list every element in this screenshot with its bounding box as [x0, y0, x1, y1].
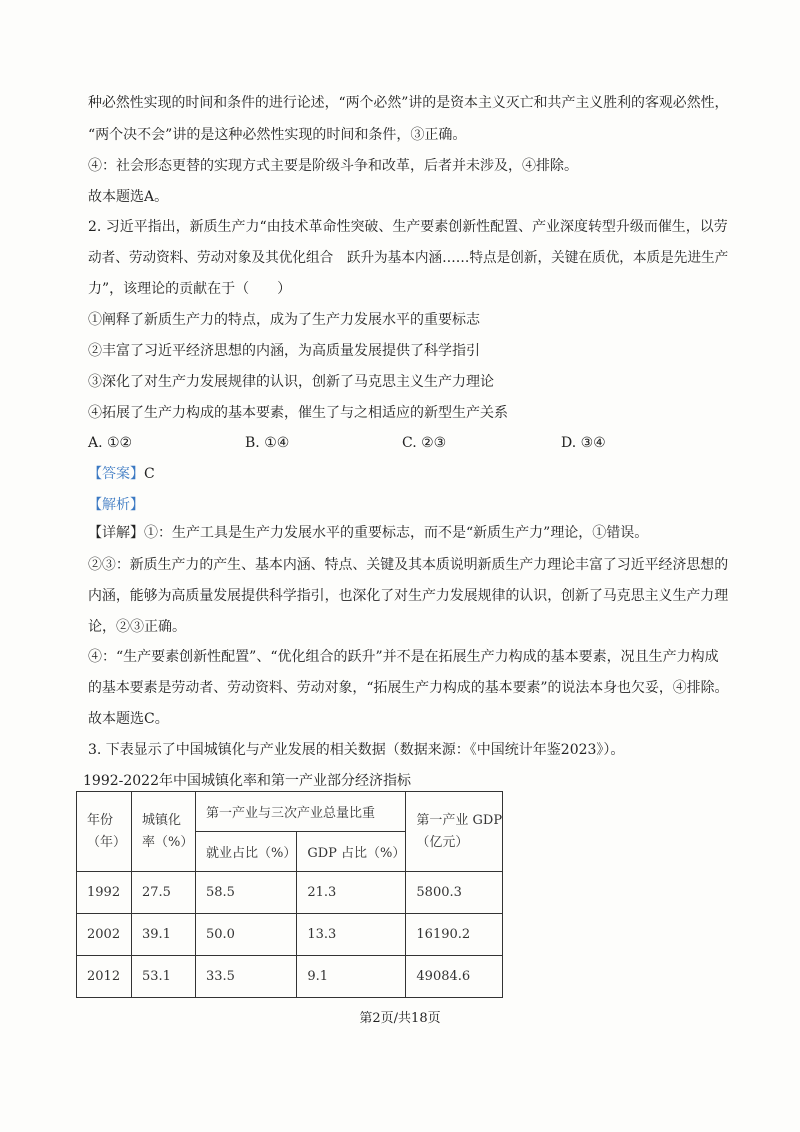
detail-line: ②③：新质生产力的产生、基本内涵、特点、关键及其本质说明新质生产力理论丰富了习近平经济思想的	[88, 557, 729, 573]
statement-1: ①阐释了新质生产力的特点，成为了生产力发展水平的重要标志	[88, 312, 480, 328]
data-table	[76, 791, 503, 998]
option-d: D. ③④	[561, 435, 606, 451]
table-row	[77, 956, 503, 998]
cell: 21.3	[297, 872, 406, 914]
cell: 33.5	[196, 956, 297, 998]
text-line: “两个决不会”讲的是这种必然性实现的时间和条件，③正确。	[88, 127, 467, 143]
cell: 39.1	[132, 914, 196, 956]
cell: 2012	[77, 956, 132, 998]
table-row	[77, 914, 503, 956]
option-c: C. ②③	[402, 435, 447, 451]
page-number: 第2页/共18页	[359, 1011, 441, 1026]
statement-3: ③深化了对生产力发展规律的认识，创新了马克思主义生产力理论	[88, 374, 494, 390]
cell: 50.0	[196, 914, 297, 956]
detail-line: 的基本要素是劳动者、劳动资料、劳动对象，“拓展生产力构成的基本要素”的说法本身也欠妥，④排除。	[88, 680, 729, 696]
cell: 9.1	[297, 956, 406, 998]
answer-value: C	[144, 466, 155, 482]
table-caption: 1992-2022年中国城镇化率和第一产业部分经济指标	[83, 773, 411, 789]
answer-tag: 【答案】	[88, 466, 144, 482]
option-b: B. ①④	[245, 435, 290, 451]
cell: 16190.2	[406, 914, 503, 956]
question-2-line: 动者、劳动资料、劳动对象及其优化组合 跃升为基本内涵……特点是创新，关键在质优，本质是先进生产	[88, 250, 729, 266]
question-2-line: 力”，该理论的贡献在于（ ）	[88, 281, 292, 297]
detail-line: 故本题选C。	[88, 711, 169, 727]
cell: 49084.6	[406, 956, 503, 998]
text-line: ④：社会形态更替的实现方式主要是阶级斗争和改革，后者并未涉及，④排除。	[88, 158, 578, 174]
cell: 27.5	[132, 872, 196, 914]
table-header-row	[77, 792, 503, 832]
header-employment-share: 就业占比（%）	[196, 832, 297, 872]
cell: 53.1	[132, 956, 196, 998]
statement-2: ②丰富了习近平经济思想的内涵，为高质量发展提供了科学指引	[88, 343, 480, 359]
text-line: 故本题选A。	[88, 189, 169, 205]
analysis-tag: 【解析】	[88, 497, 144, 513]
header-gdp: 第一产业 GDP （亿元）	[406, 792, 503, 872]
statement-4: ④拓展了生产力构成的基本要素，催生了与之相适应的新型生产关系	[88, 405, 508, 421]
cell: 13.3	[297, 914, 406, 956]
header-group: 第一产业与三次产业总量比重	[196, 792, 406, 832]
text-line: 种必然性实现的时间和条件的进行论述，“两个必然”讲的是资本主义灭亡和共产主义胜利的客观必然性，	[88, 95, 729, 111]
question-3-line: 3. 下表显示了中国城镇化与产业发展的相关数据（数据来源：《中国统计年鉴2023》）。	[88, 742, 625, 758]
header-urbanization: 城镇化 率（%）	[132, 792, 196, 872]
cell: 5800.3	[406, 872, 503, 914]
table-row	[77, 872, 503, 914]
detail-line: 【详解】①：生产工具是生产力发展水平的重要标志，而不是“新质生产力”理论，①错误。	[88, 525, 649, 541]
cell: 2002	[77, 914, 132, 956]
detail-line: 论，②③正确。	[88, 619, 186, 635]
detail-line: 内涵，能够为高质量发展提供科学指引，也深化了对生产力发展规律的认识，创新了马克思主义生产力理	[88, 588, 729, 604]
header-gdp-share: GDP 占比（%）	[297, 832, 406, 872]
detail-line: ④：“生产要素创新性配置”、“优化组合的跃升”并不是在拓展生产力构成的基本要素，况且生产力构成	[88, 649, 719, 665]
header-year: 年份 （年）	[77, 792, 132, 872]
cell: 1992	[77, 872, 132, 914]
answer-line	[88, 464, 155, 484]
question-2-line: 2. 习近平指出，新质生产力“由技术革命性突破、生产要素创新性配置、产业深度转型升级而催生，以劳	[88, 219, 728, 235]
cell: 58.5	[196, 872, 297, 914]
option-a: A. ①②	[88, 435, 133, 451]
